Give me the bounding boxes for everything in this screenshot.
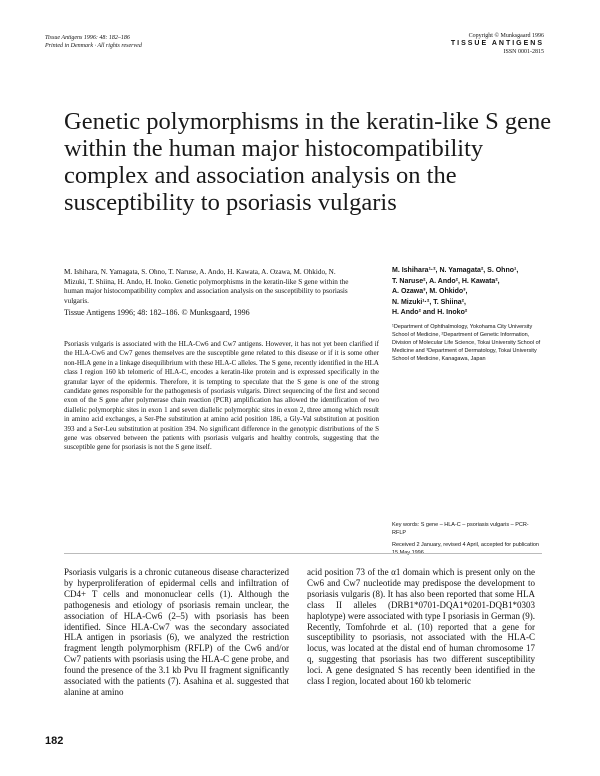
abstract: Psoriasis vulgaris is associated with the HLA-Cw6 and Cw7 antigens. However, it has not yet been clarified if the HLA-Cw6 and Cw7 genes themselves are the susceptible gene related to this disease or if it is some other non-HLA gene in a linkage disequilibrium with these HLA-C alleles. The S gene, recently identified in the HLA class I region 160 kb telomeric of HLA-C, encodes a keratin-like protein and is expressed specifically in the granular layer of the epidermis. Therefore, it is tempting to speculate that the S gene is one of the strong candidate genes responsible for the pathogenesis of psoriasis vulgaris. Direct sequencing of the first and second exon of the S gene after polymerase chain reaction (PCR) amplification has allowed the identification of two diallelic polymorphic sites in exon 1 and seven diallelic polymorphic sites in exon 2, three among which result in amino acid exchanges, a Ser-Phe substitution at amino acid position 186, a Gly-Val substitution at position 393 and a Ser-Leu substitution at position 394. No significant difference in the genotypic distributions of the S gene was observed between the patients with psoriasis vulgaris and healthy controls, suggesting that the susceptible gene for psoriasis is not the S gene itself. (64, 340, 379, 452)
author-affiliation-column (392, 266, 542, 363)
author-line: T. Naruse², A. Ando², H. Kawata², (392, 277, 500, 285)
author-list (392, 266, 542, 319)
authors-and-title: M. Ishihara, N. Yamagata, S. Ohno, T. Naruse, A. Ando, H. Kawata, A. Ozawa, M. Ohkido, N. Mizuki, T. Shiina, H. Ando, H. Inoko. Genetic polymorphisms in the keratin-like S gene within the human major histocompatibility complex and association analysis on the susceptibility to psoriasis vulgaris. (64, 268, 349, 305)
header-issn: ISSN 0001-2815 (503, 49, 544, 55)
author-line: M. Ishihara¹·², N. Yamagata², S. Ohno¹, (392, 267, 519, 274)
header-journal-name: TISSUE ANTIGENS (450, 40, 544, 47)
article-title: Genetic polymorphisms in the keratin-like S gene within the human major histocompatibility complex and association analysis on the susceptibility to psoriasis vulgaris (64, 108, 552, 216)
section-divider (64, 553, 542, 554)
header-printed: Printed in Denmark · All rights reserved (45, 43, 142, 49)
keywords: Key words: S gene – HLA-C – psoriasis vulgaris – PCR-RFLP (392, 522, 529, 536)
page-number: 182 (45, 735, 64, 747)
keywords-block (392, 521, 542, 557)
received-dates: Received 2 January, revised 4 April, accepted for publication 15 May 1996 (392, 542, 539, 556)
author-line: A. Ozawa³, M. Ohkido³, (392, 288, 468, 295)
body-column-right: acid position 73 of the α1 domain which is present only on the Cw6 and Cw7 nucleotide may predispose the development to psoriasis vulgaris (8). It has also been reported that some HLA class II alleles (DRB1*0701-DQA1*0201-DQB1*0303 haplotype) were associated with type I psoriasis in German (9). Recently, Tomfohrde et al. (10) reported that a gene for susceptibility to psoriasis, not associated with the HLA-C locus, was located at the distal end of human chromosome 17 q, suggesting that psoriasis has two different susceptibility loci. A gene designated S has recently been identified in the class I region, located about 160 kb telomeric (307, 567, 535, 687)
author-line: N. Mizuki¹·², T. Shiina², (392, 298, 466, 306)
header-copyright: Copyright © Munksgaard 1996 (468, 33, 544, 39)
journal-citation: Tissue Antigens 1996; 48: 182–186. © Munksgaard, 1996 (64, 308, 250, 318)
author-line: H. Ando² and H. Inoko² (392, 309, 468, 316)
author-citation-block (64, 268, 359, 318)
journal-header-right (451, 32, 544, 56)
journal-header-left (45, 34, 142, 50)
body-column-left: Psoriasis vulgaris is a chronic cutaneous disease characterized by hyperproliferation of epidermal cells and infiltration of CD4+ T cells and mononuclear cells (1). Although the pathogenesis and etiology of psoriasis remain unclear, the association of HLA-Cw6 (2–5) with psoriasis has been identified. Since HLA-Cw7 was the secondary associated HLA antigen in psoriasis (6), we analyzed the restriction fragment length polymorphism (RFLP) of the Cw6 and/or Cw7 patients with psoriasis using the HLA-C gene probe, and found the presence of the 3.1 kb Pvu II fragment significantly associated with the patients (7). Asahina et al. suggested that alanine at amino (64, 567, 289, 697)
affiliations: ¹Department of Ophthalmology, Yokohama City University School of Medicine, ²Department of Genetic Information, Division of Molecular Life Science, Tokai University School of Medicine and ³Department of Dermatology, Tokai University School of Medicine, Kanagawa, Japan (392, 323, 541, 362)
header-citation: Tissue Antigens 1996: 48: 182–186 (45, 35, 130, 41)
